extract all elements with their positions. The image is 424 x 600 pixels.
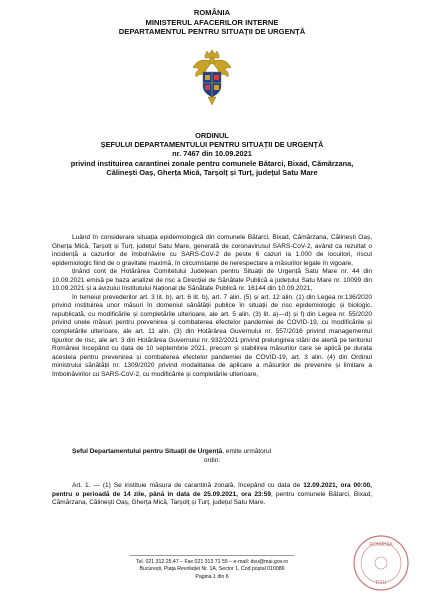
title-ordin: ORDINUL bbox=[195, 131, 229, 140]
header-ministry: MINISTERUL AFACERILOR INTERNE bbox=[145, 17, 279, 27]
issuance-text: , emite următorul bbox=[222, 448, 272, 455]
article-1 bbox=[52, 482, 372, 508]
article-1-suffix: , pentru comunele Bătarci, Bixad, Cămărzana, Călinești Oaș, Gherța Mică, Tarșolț și Turț, județul Satu Mare. bbox=[52, 490, 373, 507]
article-1-prefix: Art. 1. — (1) Se instituie măsura de carantină zonală, începând cu data de bbox=[72, 482, 304, 489]
footer-page-number: Pagina 1 din 6 bbox=[195, 573, 229, 580]
paragraph-hotarare: ținând cont de Hotărârea Comitetului Județean pentru Situații de Urgență Satu Mare nr. 44 din 10.09.2021 emisă pe baza analizei de risc a Direcției de Sănătate Publică a județului Satu Mare nr. 10099 din 10.09.2021 și a avizului Institutului Național de Sănătate Publică nr. 16144 din 10.09.2021, bbox=[52, 268, 372, 293]
document-header bbox=[0, 8, 424, 37]
issuer-name: Șeful Departamentului pentru Situații de Urgență bbox=[72, 448, 223, 455]
paragraph-situation: Luând în considerare situația epidemiologică din comunele Bătarci, Bixad, Cămărzana, Călinești Oaș, Gherța Mică, Tarșolț și Turț, județul Satu Mare, generată de coronavirusul SARS-CoV-2, având ca rezultat o incidență a cazurilor de îmbolnăvire cu SARS-CoV-2 de peste 6 cazuri la 1.000 de locuitori, riscul epidemiologic fiind de o gravitate maximă, în circumstanțe de nerespectare a măsurilor legale în vigoare, bbox=[52, 234, 372, 267]
official-stamp-icon bbox=[352, 534, 410, 592]
footer-contact: Tel. 021 312.25.47 – Fax 021 313 71 55 – e-mail: dsu@mai.gov.ro bbox=[136, 559, 288, 565]
header-country: ROMÂNIA bbox=[193, 8, 231, 17]
footer-divider bbox=[130, 555, 294, 556]
stamp-text-top: ROMÂNIA bbox=[369, 542, 393, 548]
article-1-period: 12.09.2021, ora 00:00, pentru o perioadă de 14 zile, până în data de 25.09.2021, ora 23:59 bbox=[52, 482, 372, 498]
title-subject-2: Călinești Oaș, Gherța Mică, Tarșolț și Turț, județul Satu Mare bbox=[106, 167, 318, 177]
footer-address: București, Piața Revoluției Nr. 1A, Sector 1, Cod poștal 010086 bbox=[139, 566, 285, 573]
paragraph-legal-basis: în temeiul prevederilor art. 3 lit. b), art. 6 lit. b), art. 7 alin. (5) și art. 12 alin. (1) din Legea nr.136/2020 privind instituirea unor măsuri în domeniul sănătății publice în situații de risc epidemiologic și biologic, republicată, cu modificările și completările ulterioare, ale art. 5 alin. (3) lit. a)—d) și f) din Legea nr. 55/2020 privind unele măsuri pentru prevenirea și combaterea efectelor pandemiei de COVID-19, cu modificările și completările ulterioare, ale art. 11 alin. (3) din Hotărârea Guvernului nr. 557/2016 privind managementul tipurilor de risc, ale art. 3 din Hotărârea Guvernului nr. 932/2021 privind prelungirea stării de alertă pe teritoriul României începând cu data de 10 septembrie 2021, precum și stabilirea măsurilor care se aplică pe durata acesteia pentru prevenirea și combaterea efectelor pandemiei de COVID-19, art. 3 alin. (4) din Ordinul ministrului sănătății nr. 1309/2020 privind modalitatea de aplicare a măsurilor de prevenire și limitare a îmbolnăvirilor cu SARS-CoV-2, cu modificările și completările ulterioare, bbox=[52, 293, 372, 378]
preamble bbox=[52, 234, 372, 379]
issuance-statement bbox=[52, 448, 372, 465]
document-title bbox=[20, 131, 404, 177]
title-number: nr. 7467 din 10.09.2021 bbox=[172, 149, 252, 159]
title-subject-1: privind instituirea carantinei zonale pentru comunele Bătarci, Bixad, Cămărzana, bbox=[70, 158, 354, 168]
romanian-coat-of-arms-icon bbox=[192, 50, 232, 108]
header-department: DEPARTAMENTUL PENTRU SITUAȚII DE URGENȚĂ bbox=[118, 27, 306, 37]
stamp-text-bottom: DSU bbox=[375, 580, 387, 586]
issuance-ordin: ordin: bbox=[203, 456, 221, 464]
title-issuer: ȘEFULUI DEPARTAMENTULUI PENTRU SITUAȚII DE URGENȚĂ bbox=[100, 140, 324, 150]
